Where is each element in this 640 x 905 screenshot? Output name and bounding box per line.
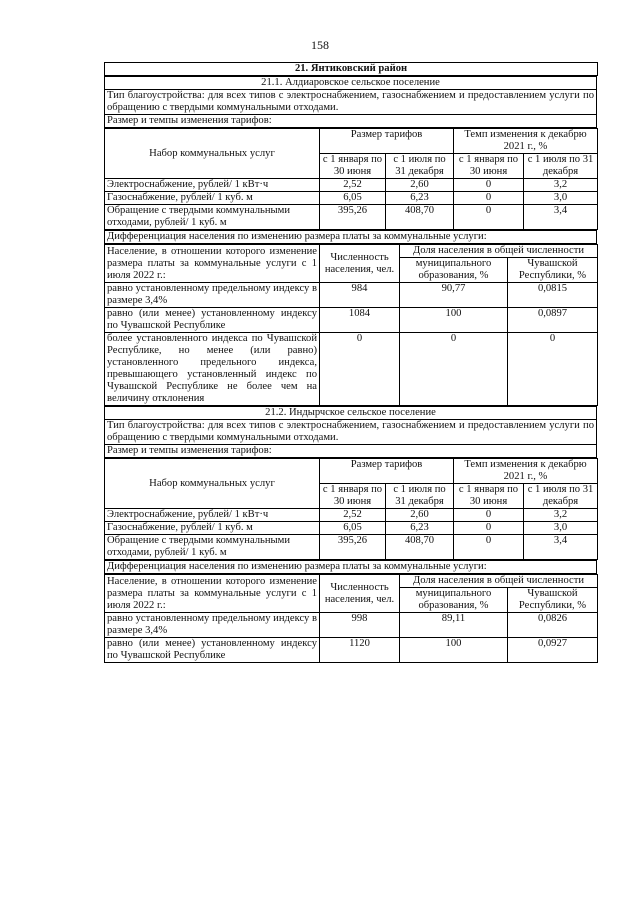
tariff-subheader: с 1 января по 30 июня xyxy=(320,484,386,509)
section-2-tariffs-caption: Размер и темпы изменения тарифов: xyxy=(105,445,597,458)
table-row xyxy=(105,535,598,560)
tariff-value: 408,70 xyxy=(386,535,454,560)
diff-row-name: более установленного индекса по Чувашской Республике, но менее (или равно) установленного предельного индекса, превышающего установленный индекс по Чувашской Республике не более чем на величину отклонения xyxy=(105,333,320,406)
tariff-service-name: Обращение с твердыми коммунальными отходами, рублей/ 1 куб. м xyxy=(105,535,320,560)
tariff-subheader: с 1 июля по 31 декабря xyxy=(386,154,454,179)
tariff-header-size: Размер тарифов xyxy=(320,459,454,484)
tariff-header-rate: Темп изменения к декабрю 2021 г., % xyxy=(454,129,598,154)
tariff-service-name: Газоснабжение, рублей/ 1 куб. м xyxy=(105,192,320,205)
diff-count: 1084 xyxy=(320,308,400,333)
diff-count: 998 xyxy=(320,613,400,638)
tariff-header-services: Набор коммунальных услуг xyxy=(105,459,320,509)
section-1-tariffs-caption: Размер и темпы изменения тарифов: xyxy=(105,115,597,128)
tariff-value: 3,4 xyxy=(524,205,598,230)
tariff-subheader: с 1 июля по 31 декабря xyxy=(524,154,598,179)
tariff-service-name: Электроснабжение, рублей/ 1 кВт·ч xyxy=(105,509,320,522)
tariff-value: 408,70 xyxy=(386,205,454,230)
section-1-diff-caption-table xyxy=(104,230,597,244)
section-1-diff-caption: Дифференциация населения по изменению размера платы за коммунальные услуги: xyxy=(105,231,597,244)
district-title: 21. Янтиковский район xyxy=(105,63,598,76)
diff-header-share: Доля населения в общей численности xyxy=(400,575,598,588)
tariff-value: 3,2 xyxy=(524,179,598,192)
section-1-diff-table xyxy=(104,244,598,406)
diff-subheader-mun: муниципального образования, % xyxy=(400,588,508,613)
tariff-value: 2,52 xyxy=(320,179,386,192)
diff-subheader-rep: Чувашской Республики, % xyxy=(508,588,598,613)
tariff-value: 3,4 xyxy=(524,535,598,560)
diff-count: 0 xyxy=(320,333,400,406)
tariff-value: 0 xyxy=(454,192,524,205)
district-table xyxy=(104,62,598,76)
diff-header-population: Население, в отношении которого изменение размера платы за коммунальные услуги с 1 июля 2022 г.: xyxy=(105,245,320,283)
diff-mun: 89,11 xyxy=(400,613,508,638)
section-2-tariff-table xyxy=(104,458,598,560)
diff-mun: 0 xyxy=(400,333,508,406)
document-body xyxy=(104,62,597,663)
diff-row-name: равно (или менее) установленному индексу по Чувашской Республике xyxy=(105,638,320,663)
tariff-value: 395,26 xyxy=(320,205,386,230)
diff-rep: 0 xyxy=(508,333,598,406)
tariff-subheader: с 1 июля по 31 декабря xyxy=(524,484,598,509)
diff-rep: 0,0815 xyxy=(508,283,598,308)
tariff-service-name: Обращение с твердыми коммунальными отходами, рублей/ 1 куб. м xyxy=(105,205,320,230)
tariff-value: 6,05 xyxy=(320,192,386,205)
tariff-subheader: с 1 января по 30 июня xyxy=(454,484,524,509)
table-row xyxy=(105,638,598,663)
table-row xyxy=(105,283,598,308)
section-2-improvement-type: Тип благоустройства: для всех типов с электроснабжением, газоснабжением и предоставлением услуги по обращению с твердыми коммунальными отходами. xyxy=(105,420,597,445)
tariff-value: 2,52 xyxy=(320,509,386,522)
tariff-value: 3,0 xyxy=(524,192,598,205)
section-2-diff-caption: Дифференциация населения по изменению размера платы за коммунальные услуги: xyxy=(105,561,597,574)
tariff-value: 395,26 xyxy=(320,535,386,560)
section-2 xyxy=(104,406,597,663)
tariff-header-services: Набор коммунальных услуг xyxy=(105,129,320,179)
section-1 xyxy=(104,76,597,406)
diff-rep: 0,0927 xyxy=(508,638,598,663)
tariff-service-name: Газоснабжение, рублей/ 1 куб. м xyxy=(105,522,320,535)
tariff-value: 6,23 xyxy=(386,522,454,535)
diff-subheader-mun: муниципального образования, % xyxy=(400,258,508,283)
section-1-title: 21.1. Алдиаровское сельское поселение xyxy=(105,77,597,90)
tariff-value: 0 xyxy=(454,179,524,192)
section-2-header xyxy=(104,406,597,458)
diff-mun: 100 xyxy=(400,638,508,663)
section-2-diff-caption-table xyxy=(104,560,597,574)
tariff-value: 0 xyxy=(454,205,524,230)
diff-row-name: равно (или менее) установленному индексу по Чувашской Республике xyxy=(105,308,320,333)
diff-count: 984 xyxy=(320,283,400,308)
table-row xyxy=(105,205,598,230)
table-row xyxy=(105,192,598,205)
diff-mun: 100 xyxy=(400,308,508,333)
diff-row-name: равно установленному предельному индексу в размере 3,4% xyxy=(105,613,320,638)
diff-header-count: Численность населения, чел. xyxy=(320,245,400,283)
table-row xyxy=(105,333,598,406)
tariff-value: 3,2 xyxy=(524,509,598,522)
table-row xyxy=(105,522,598,535)
tariff-subheader: с 1 июля по 31 декабря xyxy=(386,484,454,509)
section-1-tariff-table xyxy=(104,128,598,230)
page-number: 158 xyxy=(311,38,329,52)
diff-header-count: Численность населения, чел. xyxy=(320,575,400,613)
table-row xyxy=(105,613,598,638)
diff-header-population: Население, в отношении которого изменение размера платы за коммунальные услуги с 1 июля 2022 г.: xyxy=(105,575,320,613)
tariff-value: 6,05 xyxy=(320,522,386,535)
tariff-subheader: с 1 января по 30 июня xyxy=(320,154,386,179)
table-row xyxy=(105,308,598,333)
diff-row-name: равно установленному предельному индексу в размере 3,4% xyxy=(105,283,320,308)
tariff-value: 3,0 xyxy=(524,522,598,535)
section-1-improvement-type: Тип благоустройства: для всех типов с электроснабжением, газоснабжением и предоставлением услуги по обращению с твердыми коммунальными отходами. xyxy=(105,90,597,115)
tariff-value: 0 xyxy=(454,509,524,522)
tariff-subheader: с 1 января по 30 июня xyxy=(454,154,524,179)
tariff-value: 6,23 xyxy=(386,192,454,205)
tariff-value: 2,60 xyxy=(386,509,454,522)
table-row xyxy=(105,509,598,522)
tariff-value: 0 xyxy=(454,535,524,560)
tariff-service-name: Электроснабжение, рублей/ 1 кВт·ч xyxy=(105,179,320,192)
diff-header-share: Доля населения в общей численности xyxy=(400,245,598,258)
section-2-title: 21.2. Индырчское сельское поселение xyxy=(105,407,597,420)
diff-count: 1120 xyxy=(320,638,400,663)
table-row xyxy=(105,179,598,192)
diff-subheader-rep: Чувашской Республики, % xyxy=(508,258,598,283)
tariff-value: 2,60 xyxy=(386,179,454,192)
section-2-diff-table xyxy=(104,574,598,663)
tariff-header-rate: Темп изменения к декабрю 2021 г., % xyxy=(454,459,598,484)
tariff-header-size: Размер тарифов xyxy=(320,129,454,154)
tariff-value: 0 xyxy=(454,522,524,535)
diff-mun: 90,77 xyxy=(400,283,508,308)
diff-rep: 0,0826 xyxy=(508,613,598,638)
section-1-header xyxy=(104,76,597,128)
diff-rep: 0,0897 xyxy=(508,308,598,333)
